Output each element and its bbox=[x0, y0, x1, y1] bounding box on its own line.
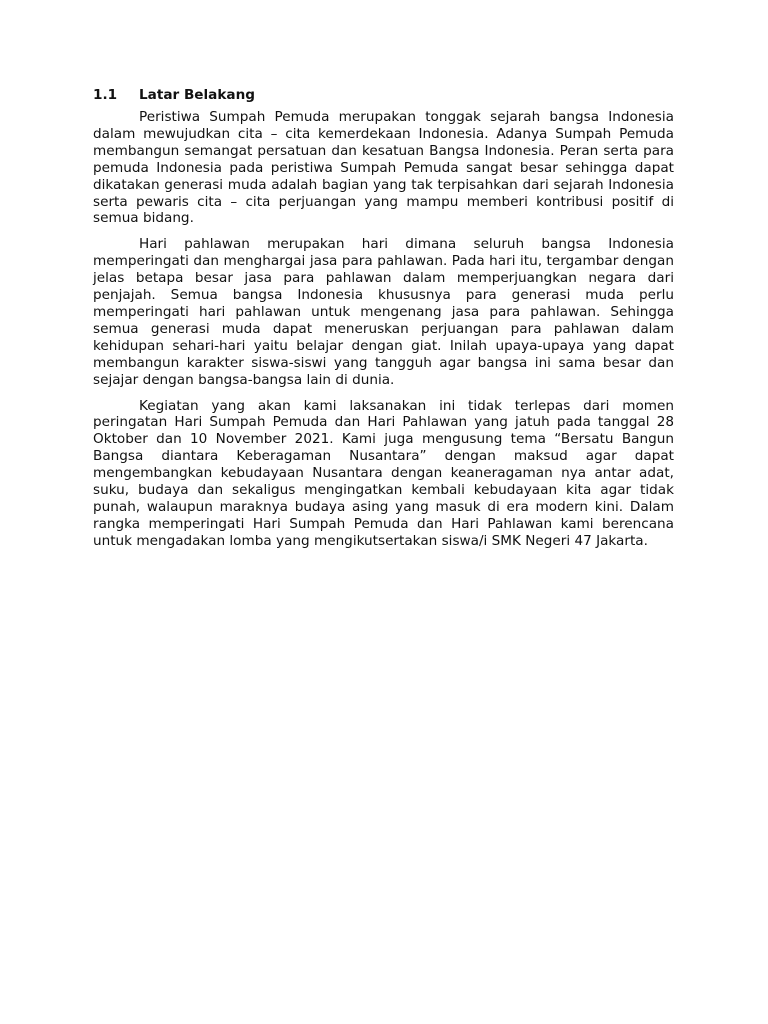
section-number: 1.1 bbox=[93, 87, 118, 103]
document-page bbox=[93, 86, 674, 559]
paragraph-kegiatan: Kegiatan yang akan kami laksanakan ini tidak terlepas dari momen peringatan Hari Sumpah Pemuda dan Hari Pahlawan yang jatuh pada tanggal 28 Oktober dan 10 November 2021. Kami juga mengusung tema “Bersatu Bangun Bangsa diantara Keberagaman Nusantara” dengan maksud agar dapat mengembangkan kebudayaan Nusantara dengan keaneragaman nya antar adat, suku, budaya dan sekaligus mengingatkan kembali kebudayaan kita agar tidak punah, walaupun maraknya budaya asing yang masuk di era modern kini. Dalam rangka memperingati Hari Sumpah Pemuda dan Hari Pahlawan kami berencana untuk mengadakan lomba yang mengikutsertakan siswa/i SMK Negeri 47 Jakarta. bbox=[93, 397, 674, 549]
section-heading bbox=[93, 86, 674, 104]
section-title: Latar Belakang bbox=[139, 87, 255, 103]
paragraph-hari-pahlawan: Hari pahlawan merupakan hari dimana seluruh bangsa Indonesia memperingati dan menghargai jasa para pahlawan. Pada hari itu, tergambar dengan jelas betapa besar jasa para pahlawan dalam memperjuangkan negara dari penjajah. Semua bangsa Indonesia khususnya para generasi muda perlu memperingati hari pahlawan untuk mengenang jasa para pahlawan. Sehingga semua generasi muda dapat meneruskan perjuangan para pahlawan dalam kehidupan sehari-hari yaitu belajar dengan giat. Inilah upaya-upaya yang dapat membangun karakter siswa-siswi yang tangguh agar bangsa ini sama besar dan sejajar dengan bangsa-bangsa lain di dunia. bbox=[93, 236, 674, 388]
paragraph-sumpah-pemuda: Peristiwa Sumpah Pemuda merupakan tonggak sejarah bangsa Indonesia dalam mewujudkan cita – cita kemerdekaan Indonesia. Adanya Sumpah Pemuda membangun semangat persatuan dan kesatuan Bangsa Indonesia. Peran serta para pemuda Indonesia pada peristiwa Sumpah Pemuda sangat besar sehingga dapat dikatakan generasi muda adalah bagian yang tak terpisahkan dari sejarah Indonesia serta pewaris cita – cita perjuangan yang mampu memberi kontribusi positif di semua bidang. bbox=[93, 109, 674, 227]
